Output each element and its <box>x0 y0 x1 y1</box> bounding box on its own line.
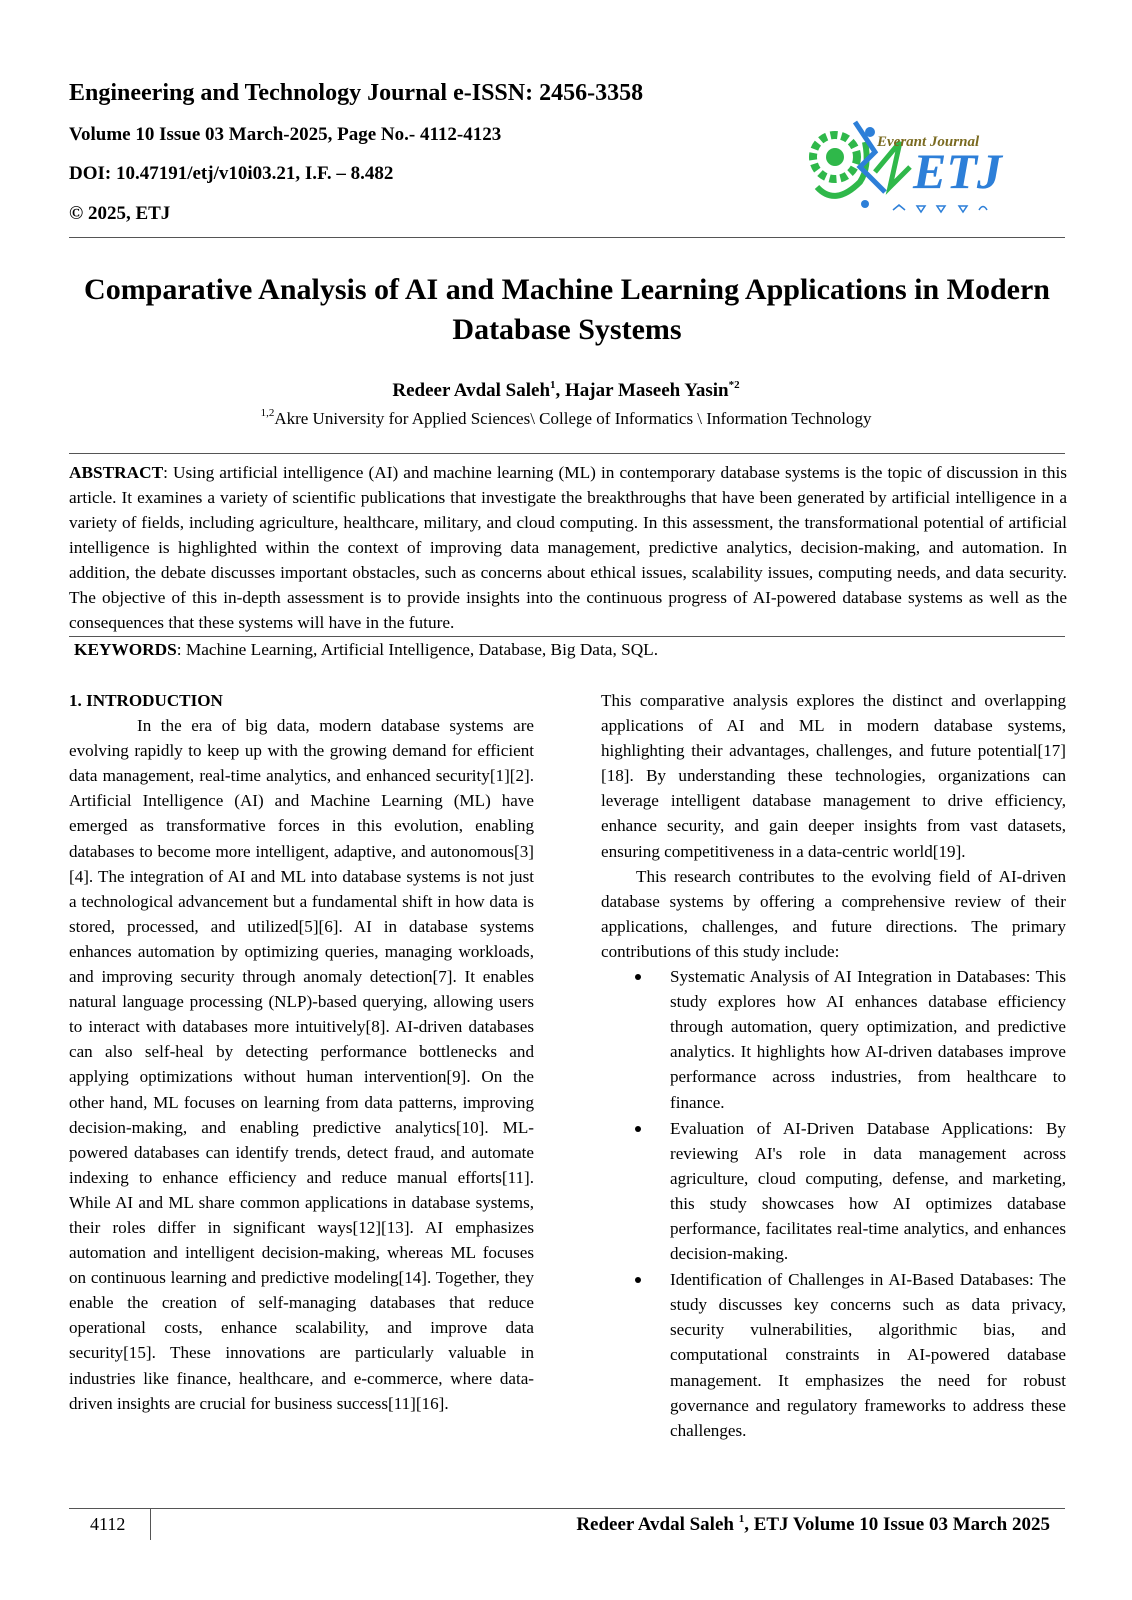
abstract-text: : Using artificial intelligence (AI) and machine learning (ML) in contemporary database systems is the topic of discussion in this article. It examines a variety of scientific publications that investigate the breakthroughs that have been generated by artificial intelligence in a variety of fields, including agriculture, healthcare, military, and cloud computing. In this assessment, the transformational potential of artificial intelligence is highlighted within the context of improving data management, predictive analytics, decision-making, and automation. In addition, the debate discusses important obstacles, such as concerns about ethical issues, scalability issues, computing needs, and data security. The objective of this in-depth assessment is to provide insights into the continuous progress of AI-powered database systems as well as the consequences that these systems will have in the future. <box>69 463 1067 632</box>
header-rule <box>69 237 1065 238</box>
list-item-text: Evaluation of AI-Driven Database Applications: By reviewing AI's role in data management across agriculture, cloud computing, defense, and marketing, this study showcases how AI optimizes database performance, facilitates real-time analytics, and enhances decision-making. <box>670 1118 1066 1264</box>
abstract-label: ABSTRACT <box>69 463 164 482</box>
intro-paragraph-1: In the era of big data, modern database systems are evolving rapidly to keep up with the growing demand for efficient data management, real-time analytics, and enhanced security[1][2]. Artificial Intelligence (AI) and Machine Learning (ML) have emerged as transformative forces in this evolution, enabling databases to become more intelligent, adaptive, and autonomous[3][4]. The integration of AI and ML into database systems is not just a technological advancement but a fundamental shift in how data is stored, processed, and utilized[5][6]. AI in database systems enhances automation by optimizing queries, managing workloads, and improving security through anomaly detection[7]. It enables natural language processing (NLP)-based querying, allowing users to interact with databases more intuitively[8]. AI-driven databases can also self-heal by detecting performance bottlenecks and applying optimizations without human intervention[9]. On the other hand, ML focuses on learning from data patterns, improving decision-making, and enabling predictive analytics[10]. ML-powered databases can identify trends, detect fraud, and automate indexing to enhance efficiency and reduce manual efforts[11]. While AI and ML share common applications in database systems, their roles differ in significant ways[12][13]. AI emphasizes automation and intelligent decision-making, whereas ML focuses on continuous learning and predictive modeling[14]. Together, they enable the creation of self-managing databases that reduce operational costs, enhance scalability, and improve data security[15]. These innovations are particularly valuable in industries like finance, healthcare, and e-commerce, where data-driven insights are crucial for business success[11][16]. <box>69 716 534 1413</box>
journal-title: Engineering and Technology Journal e-ISSN: 2456-3358 <box>69 80 644 106</box>
bullet-icon <box>635 1126 641 1132</box>
left-column <box>69 688 534 1416</box>
doi-line: DOI: 10.47191/etj/v10i03.21, I.F. – 8.482 <box>69 163 394 184</box>
author-2-sup: *2 <box>728 378 740 391</box>
copyright-line: © 2025, ETJ <box>69 203 171 224</box>
author-separator: , <box>555 380 566 401</box>
etj-logo-graphic <box>805 112 1035 222</box>
footer-separator <box>150 1508 151 1540</box>
list-item <box>601 1267 1066 1443</box>
paper-title: Comparative Analysis of AI and Machine Learning Applications in Modern Database Systems <box>84 273 1050 346</box>
footer-author: Redeer Avdal Saleh <box>576 1514 739 1535</box>
footer-rule <box>69 1508 1065 1509</box>
list-item-text: Systematic Analysis of AI Integration in Databases: This study explores how AI enhances database efficiency through automation, query optimization, and predictive analytics. It highlights how AI-driven databases improve performance across industries, from healthcare to finance. <box>670 967 1066 1112</box>
keywords <box>74 640 658 660</box>
abstract-bottom-rule <box>69 636 1065 637</box>
intro-paragraph-2: This comparative analysis explores the distinct and overlapping applications of AI and ML in modern database systems, highlighting their advantages, challenges, and future potential[17][18]. By understanding these technologies, organizations can leverage intelligent database management to drive efficiency, enhance security, and gain deeper insights from vast datasets, ensuring competitiveness in a data-centric world[19]. <box>601 691 1066 861</box>
list-item <box>601 1116 1066 1267</box>
logo-text-top: Everant Journal <box>877 134 980 150</box>
intro-paragraph-3: This research contributes to the evolving field of AI-driven database systems by offering a comprehensive review of their applications, challenges, and future directions. The primary contributions of this study include: <box>601 866 1066 961</box>
section-heading-introduction: 1. INTRODUCTION <box>69 691 223 710</box>
volume-line: Volume 10 Issue 03 March-2025, Page No.- 4112-4123 <box>69 124 502 145</box>
list-item <box>601 964 1066 1115</box>
bullet-icon <box>635 974 641 980</box>
abstract <box>69 460 1067 635</box>
page-number: 4112 <box>90 1514 126 1534</box>
footer-author-sup: 1 <box>738 1512 745 1525</box>
author-1: Redeer Avdal Saleh <box>392 380 551 401</box>
affiliation-text: Akre University for Applied Sciences\ College of Informatics \ Information Technology <box>274 409 872 428</box>
etj-logo <box>805 112 1035 222</box>
logo-text-main: ETJ <box>913 143 1002 199</box>
contributions-list <box>601 964 1066 1443</box>
right-column <box>601 688 1066 1444</box>
author-1-sup: 1 <box>550 378 556 391</box>
bullet-icon <box>635 1277 641 1283</box>
footer-citation <box>576 1514 1050 1536</box>
affiliation-sup: 1,2 <box>260 407 275 420</box>
abstract-top-rule <box>69 453 1065 454</box>
footer-rest: , ETJ Volume 10 Issue 03 March 2025 <box>744 1514 1050 1535</box>
author-2: Hajar Maseeh Yasin <box>565 380 729 401</box>
keywords-text: : Machine Learning, Artificial Intelligence, Database, Big Data, SQL. <box>176 640 659 659</box>
author-line <box>0 380 1132 402</box>
list-item-text: Identification of Challenges in AI-Based Databases: The study discusses key concerns such as data privacy, security vulnerabilities, algorithmic bias, and computational constraints in AI-powered database management. It emphasizes the need for robust governance and regulatory frameworks to address these challenges. <box>670 1270 1066 1440</box>
affiliation <box>0 409 1132 429</box>
keywords-label: KEYWORDS <box>74 640 177 659</box>
